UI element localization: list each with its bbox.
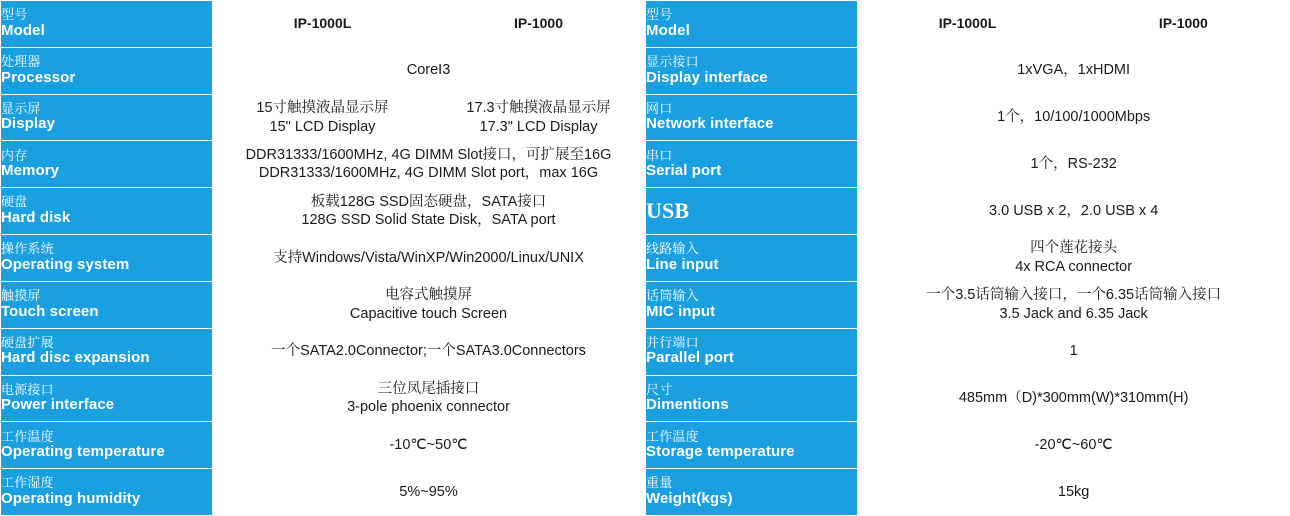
row-label-cn: 工作温度 bbox=[646, 428, 699, 444]
row-label-cn: 并行端口 bbox=[646, 334, 699, 350]
row-label-storage-temperature bbox=[646, 422, 858, 469]
row-label-mic-input bbox=[646, 281, 858, 328]
right-header-col1: IP-1000L bbox=[858, 1, 1077, 48]
row-value-touch-screen bbox=[213, 281, 645, 328]
row-value-hard-disc-expansion bbox=[213, 328, 645, 375]
row-value-display-col1 bbox=[213, 94, 433, 141]
row-value-line: 5%~95% bbox=[399, 483, 458, 500]
right-spec-table bbox=[645, 0, 1290, 516]
row-label-cn: 硬盘扩展 bbox=[1, 334, 54, 350]
table-row bbox=[646, 469, 1290, 516]
table-row bbox=[646, 235, 1290, 282]
table-row bbox=[1, 141, 645, 188]
row-label-en: Serial port bbox=[646, 162, 722, 180]
row-label-parallel-port bbox=[646, 328, 858, 375]
row-label-cn: 显示接口 bbox=[646, 54, 699, 70]
row-value-line: 三位凤尾插接口 bbox=[377, 380, 480, 397]
row-value-network-interface bbox=[858, 94, 1290, 141]
table-row bbox=[646, 141, 1290, 188]
row-label-hard-disc-expansion bbox=[1, 328, 213, 375]
row-label-en: Power interface bbox=[1, 396, 115, 414]
row-label-network-interface bbox=[646, 94, 858, 141]
row-value-line: Capacitive touch Screen bbox=[349, 305, 508, 322]
left-header-label-en: Model bbox=[1, 21, 45, 39]
row-value-line: DDR31333/1600MHz, 4G DIMM Slot接口，可扩展至16G bbox=[245, 146, 612, 163]
row-label-cn: 电源接口 bbox=[1, 381, 54, 397]
row-label-en: USB bbox=[646, 198, 690, 224]
right-header-col2: IP-1000 bbox=[1077, 1, 1289, 48]
row-label-cn: 工作湿度 bbox=[1, 475, 54, 491]
row-label-en: Hard disk bbox=[1, 209, 71, 227]
row-label-weight bbox=[646, 469, 858, 516]
row-value-line: 一个SATA2.0Connector;一个SATA3.0Connectors bbox=[271, 343, 586, 360]
row-label-en: Network interface bbox=[646, 115, 774, 133]
row-value-line: 一个3.5话筒输入接口，一个6.35话筒输入接口 bbox=[926, 287, 1222, 304]
table-row bbox=[1, 328, 645, 375]
table-row bbox=[646, 94, 1290, 141]
row-value-line: 17.3寸触摸液晶显示屏 bbox=[466, 99, 611, 116]
table-row bbox=[1, 47, 645, 94]
row-label-cn: 工作温度 bbox=[1, 428, 54, 444]
row-label-en: Storage temperature bbox=[646, 443, 795, 461]
row-label-en: Operating system bbox=[1, 255, 130, 273]
row-value-line: -20℃~60℃ bbox=[1034, 436, 1113, 453]
row-value-line: 板载128G SSD固态硬盘，SATA接口 bbox=[310, 193, 547, 210]
row-value-usb bbox=[858, 188, 1290, 235]
right-table-body bbox=[646, 1, 1290, 516]
row-label-en: Display interface bbox=[646, 68, 768, 86]
table-row bbox=[1, 422, 645, 469]
row-value-power-interface bbox=[213, 375, 645, 422]
row-value-line: 1xVGA，1xHDMI bbox=[1017, 62, 1131, 79]
table-row-header-right bbox=[646, 1, 1290, 48]
row-value-processor bbox=[213, 47, 645, 94]
row-label-cn: 触摸屏 bbox=[1, 288, 41, 304]
table-row bbox=[646, 188, 1290, 235]
row-value-line: 1 bbox=[1069, 343, 1078, 360]
row-value-line: 3.5 Jack and 6.35 Jack bbox=[999, 305, 1148, 322]
row-label-en: Dimentions bbox=[646, 396, 729, 414]
row-value-operating-system bbox=[213, 235, 645, 282]
row-value-line: 电容式触摸屏 bbox=[385, 287, 472, 304]
row-label-en: Weight(kgs) bbox=[646, 489, 733, 507]
row-label-line-input bbox=[646, 235, 858, 282]
row-label-cn: 显示屏 bbox=[1, 100, 41, 116]
row-value-line: -10℃~50℃ bbox=[389, 436, 468, 453]
row-value-line-input bbox=[858, 235, 1290, 282]
row-value-line: 1个，10/100/1000Mbps bbox=[997, 109, 1151, 126]
row-label-cn: 串口 bbox=[646, 147, 673, 163]
row-label-cn: 话筒输入 bbox=[646, 288, 699, 304]
row-value-line: 15kg bbox=[1057, 483, 1090, 500]
row-label-hard-disk bbox=[1, 188, 213, 235]
right-header-label-cn: 型号 bbox=[646, 7, 673, 23]
row-label-en: Display bbox=[1, 115, 56, 133]
row-label-processor bbox=[1, 47, 213, 94]
row-value-display-interface bbox=[858, 47, 1290, 94]
row-label-en: Memory bbox=[1, 162, 60, 180]
table-row bbox=[1, 469, 645, 516]
row-label-memory bbox=[1, 141, 213, 188]
row-value-line: 4x RCA connector bbox=[1015, 258, 1133, 275]
row-value-mic-input bbox=[858, 281, 1290, 328]
left-header-label-cn: 型号 bbox=[1, 7, 28, 23]
table-row bbox=[1, 375, 645, 422]
row-value-line: 17.3" LCD Display bbox=[479, 118, 598, 135]
row-label-display bbox=[1, 94, 213, 141]
row-label-en: Operating temperature bbox=[1, 443, 165, 461]
row-value-memory bbox=[213, 141, 645, 188]
row-value-line: 支持Windows/Vista/WinXP/Win2000/Linux/UNIX bbox=[273, 249, 584, 266]
row-label-power-interface bbox=[1, 375, 213, 422]
row-label-cn: 处理器 bbox=[1, 54, 41, 70]
row-label-touch-screen bbox=[1, 281, 213, 328]
row-label-operating-humidity bbox=[1, 469, 213, 516]
row-value-line: DDR31333/1600MHz, 4G DIMM Slot port，max 16G bbox=[258, 165, 599, 182]
row-label-cn: 网口 bbox=[646, 100, 673, 116]
row-label-display-interface bbox=[646, 47, 858, 94]
row-value-line: 3.0 USB x 2，2.0 USB x 4 bbox=[989, 202, 1159, 219]
row-label-dimentions bbox=[646, 375, 858, 422]
row-label-en: MIC input bbox=[646, 302, 716, 320]
table-row bbox=[1, 188, 645, 235]
row-label-cn: 尺寸 bbox=[646, 381, 673, 397]
left-header-label bbox=[1, 1, 213, 48]
row-value-serial-port bbox=[858, 141, 1290, 188]
row-label-cn: 线路输入 bbox=[646, 241, 699, 257]
row-value-line: 1个，RS-232 bbox=[1030, 156, 1117, 173]
row-value-line: 128G SSD Solid State Disk，SATA port bbox=[301, 212, 556, 229]
row-value-line: 485mm（D)*300mm(W)*310mm(H) bbox=[958, 390, 1189, 407]
row-value-line: 四个莲花接头 bbox=[1030, 240, 1118, 257]
row-value-display-col2 bbox=[433, 94, 645, 141]
row-label-serial-port bbox=[646, 141, 858, 188]
row-label-en: Processor bbox=[1, 68, 76, 86]
row-label-cn: 内存 bbox=[1, 147, 28, 163]
table-row bbox=[646, 375, 1290, 422]
row-label-cn: 重量 bbox=[646, 475, 673, 491]
row-label-operating-temperature bbox=[1, 422, 213, 469]
row-label-cn: 硬盘 bbox=[1, 194, 28, 210]
table-row bbox=[1, 94, 645, 141]
row-label-usb bbox=[646, 188, 858, 235]
row-value-operating-humidity bbox=[213, 469, 645, 516]
table-row bbox=[646, 47, 1290, 94]
row-value-dimentions bbox=[858, 375, 1290, 422]
right-header-label-en: Model bbox=[646, 21, 690, 39]
table-row bbox=[646, 281, 1290, 328]
row-label-en: Touch screen bbox=[1, 302, 99, 320]
table-row-header-left bbox=[1, 1, 645, 48]
table-row bbox=[646, 422, 1290, 469]
row-value-hard-disk bbox=[213, 188, 645, 235]
left-header-col1: IP-1000L bbox=[213, 1, 433, 48]
row-value-weight bbox=[858, 469, 1290, 516]
row-value-parallel-port bbox=[858, 328, 1290, 375]
row-label-cn: 操作系统 bbox=[1, 241, 54, 257]
row-label-en: Line input bbox=[646, 255, 719, 273]
table-row bbox=[646, 328, 1290, 375]
right-header-label bbox=[646, 1, 858, 48]
row-label-operating-system bbox=[1, 235, 213, 282]
row-label-en: Hard disc expansion bbox=[1, 349, 150, 367]
table-row bbox=[1, 281, 645, 328]
row-value-line: 3-pole phoenix connector bbox=[347, 399, 510, 416]
row-value-line: 15" LCD Display bbox=[269, 118, 376, 135]
row-value-operating-temperature bbox=[213, 422, 645, 469]
row-value-line: CoreI3 bbox=[406, 62, 451, 79]
row-value-storage-temperature bbox=[858, 422, 1290, 469]
row-label-en: Parallel port bbox=[646, 349, 734, 367]
left-table-body bbox=[1, 1, 645, 516]
row-value-line: 15寸触摸液晶显示屏 bbox=[256, 99, 389, 116]
table-row bbox=[1, 235, 645, 282]
row-label-en: Operating humidity bbox=[1, 489, 141, 507]
left-header-col2: IP-1000 bbox=[433, 1, 645, 48]
